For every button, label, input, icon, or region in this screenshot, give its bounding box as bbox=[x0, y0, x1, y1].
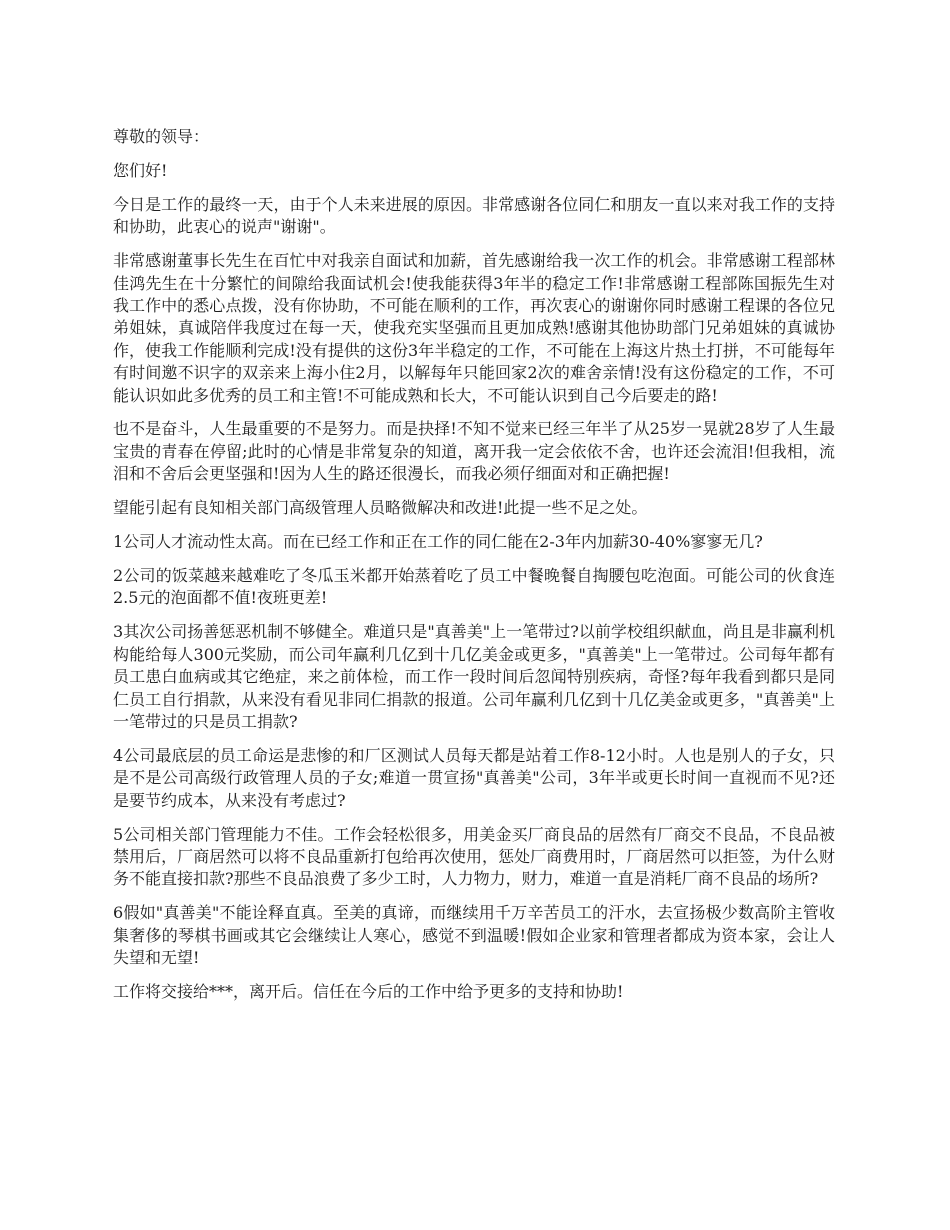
paragraph-point-5: 5公司相关部门管理能力不佳。工作会轻松很多，用美金买厂商良品的居然有厂商交不良品，不良品被禁用后，厂商居然可以将不良品重新打包给再次使用，惩处厂商费用时，厂商居然可以拒签，为什么财务不能直接扣款?那些不良品浪费了多少工时，人力物力，财力，难道一直是消耗厂商不良品的场所? bbox=[113, 824, 835, 889]
letter-body bbox=[113, 126, 835, 1015]
paragraph-point-1: 1公司人才流动性太高。而在已经工作和正在工作的同仁能在2-3年内加薪30-40%寥寥无几? bbox=[113, 532, 763, 552]
paragraph-point-4: 4公司最底层的员工命运是悲惨的和厂区测试人员每天都是站着工作8-12小时。人也是别人的子女，只是不是公司高级行政管理人员的子女;难道一贯宣扬"真善美"公司，3年半或更长时间一直视而不见?还是要节约成本，从来没有考虑过? bbox=[113, 745, 835, 810]
paragraph-closing: 工作将交接给***，离开后。信任在今后的工作中给予更多的支持和协助! bbox=[113, 982, 624, 1001]
paragraph-point-2: 2公司的饭菜越来越难吃了冬瓜玉米都开始蒸着吃了员工中餐晚餐自掏腰包吃泡面。可能公司的伙食连2.5元的泡面都不值!夜班更差! bbox=[113, 566, 835, 608]
greeting: 您们好! bbox=[113, 160, 168, 180]
paragraph-point-3: 3其次公司扬善惩恶机制不够健全。难道只是"真善美"上一笔带过?以前学校组织献血，尚且是非赢利机构能给每人300元奖励，而公司年赢利几亿到十几亿美金或更多，"真善美"上一笔带过。公司每年都有员工患白血病或其它绝症，来之前体检，而工作一段时间后忽闻特别疾病，奇怪?每年我看到都只是同仁员工自行捐款，从来没有看见非同仁捐款的报道。公司年赢利几亿到十几亿美金或更多，"真善美"上一笔带过的只是员工捐款? bbox=[113, 622, 835, 731]
salutation: 尊敬的领导： bbox=[113, 127, 210, 146]
paragraph-point-6: 6假如"真善美"不能诠释直真。至美的真谛，而继续用千万辛苦员工的汗水，去宣扬极少数高阶主管收集奢侈的琴棋书画或其它会继续让人寒心，感觉不到温暖!假如企业家和管理者都成为资本家，会让人失望和无望! bbox=[113, 903, 835, 968]
paragraph-suggestion-intro: 望能引起有良知相关部门高级管理人员略微解决和改进!此提一些不足之处。 bbox=[113, 498, 648, 518]
paragraph-thanks: 非常感谢董事长先生在百忙中对我亲自面试和加薪，首先感谢给我一次工作的机会。非常感谢工程部林佳鸿先生在十分繁忙的间隙给我面试机会!使我能获得3年半的稳定工作!非常感谢工程部陈国振先生对我工作中的悉心点拨，没有你协助，不可能在顺利的工作，再次衷心的谢谢你同时感谢工程课的各位兄弟姐妹，真诚陪伴我度过在每一天，使我充实坚强而且更加成熟!感谢其他协助部门兄弟姐妹的真诚协作，使我工作能顺利完成!没有提供的这份3年半稳定的工作，不可能在上海这片热土打拼，不可能每年有时间邀不识字的双亲来上海小住2月，以解每年只能回家2次的难舍亲情!没有这份稳定的工作，不可能认识如此多优秀的员工和主管!不可能成熟和长大，不可能认识到自己今后要走的路! bbox=[113, 251, 835, 405]
paragraph-intro: 今日是工作的最终一天，由于个人未来进展的原因。非常感谢各位同仁和朋友一直以来对我工作的支持和协助，此衷心的说声"谢谢"。 bbox=[113, 194, 835, 237]
paragraph-reflection: 也不是奋斗，人生最重要的不是努力。而是抉择!不知不觉来已经三年半了从25岁一晃就28岁了人生最宝贵的青春在停留;此时的心情是非常复杂的知道，离开我一定会依依不舍，也许还会流泪!但我相，流泪和不舍后会更坚强和!因为人生的路还很漫长，而我必须仔细面对和正确把握! bbox=[113, 419, 835, 484]
